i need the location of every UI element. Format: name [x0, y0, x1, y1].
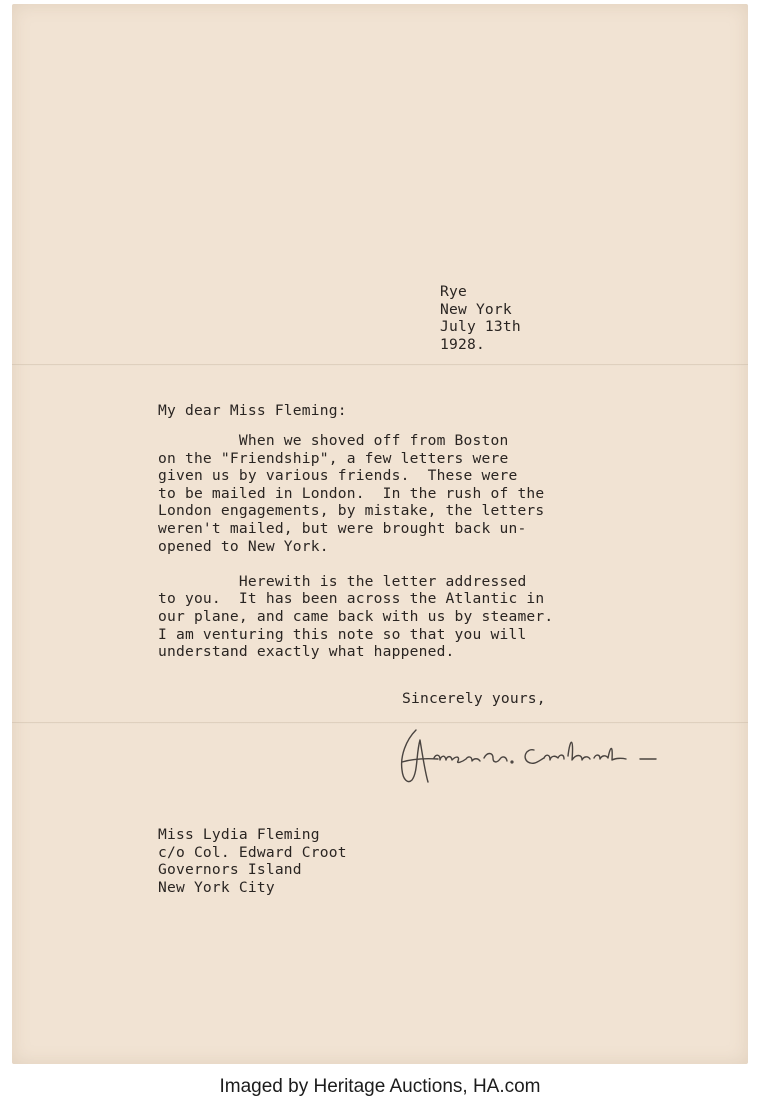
address-line: Miss Lydia Fleming	[158, 826, 320, 843]
body-line: I am venturing this note so that you will	[158, 625, 527, 643]
year-line: 1928.	[440, 335, 485, 353]
handwritten-signature	[394, 728, 684, 788]
address-line: c/o Col. Edward Croot	[158, 843, 347, 861]
fold-crease-lower	[12, 722, 748, 724]
closing: Sincerely yours,	[402, 690, 546, 707]
place-line: New York	[440, 300, 512, 318]
body-line: When we shoved off from Boston	[158, 432, 509, 449]
body-line: understand exactly what happened.	[158, 643, 455, 661]
body-line: our plane, and came back with us by steamer.	[158, 607, 554, 625]
body-line: weren't mailed, but were brought back un-	[158, 519, 527, 537]
body-line: Herewith is the letter addressed	[158, 572, 527, 590]
body-line: to be mailed in London. In the rush of the	[158, 484, 545, 502]
body-line: given us by various friends. These were	[158, 467, 518, 485]
body-line: London engagements, by mistake, the letters	[158, 502, 545, 520]
image-credit-caption: Imaged by Heritage Auctions, HA.com	[219, 1076, 541, 1097]
date-line: July 13th	[440, 318, 521, 336]
recipient-address	[158, 826, 347, 896]
body-line	[158, 555, 553, 573]
body-line: to you. It has been across the Atlantic in	[158, 590, 545, 608]
place-line: Rye	[440, 283, 467, 300]
body-line: on the "Friendship", a few letters were	[158, 449, 509, 467]
address-line: New York City	[158, 878, 275, 896]
place-date-block	[440, 283, 521, 353]
body-line: opened to New York.	[158, 537, 329, 555]
letter-body	[158, 432, 553, 661]
salutation: My dear Miss Fleming:	[158, 402, 347, 419]
address-line: Governors Island	[158, 861, 302, 879]
fold-crease-upper	[12, 364, 748, 366]
